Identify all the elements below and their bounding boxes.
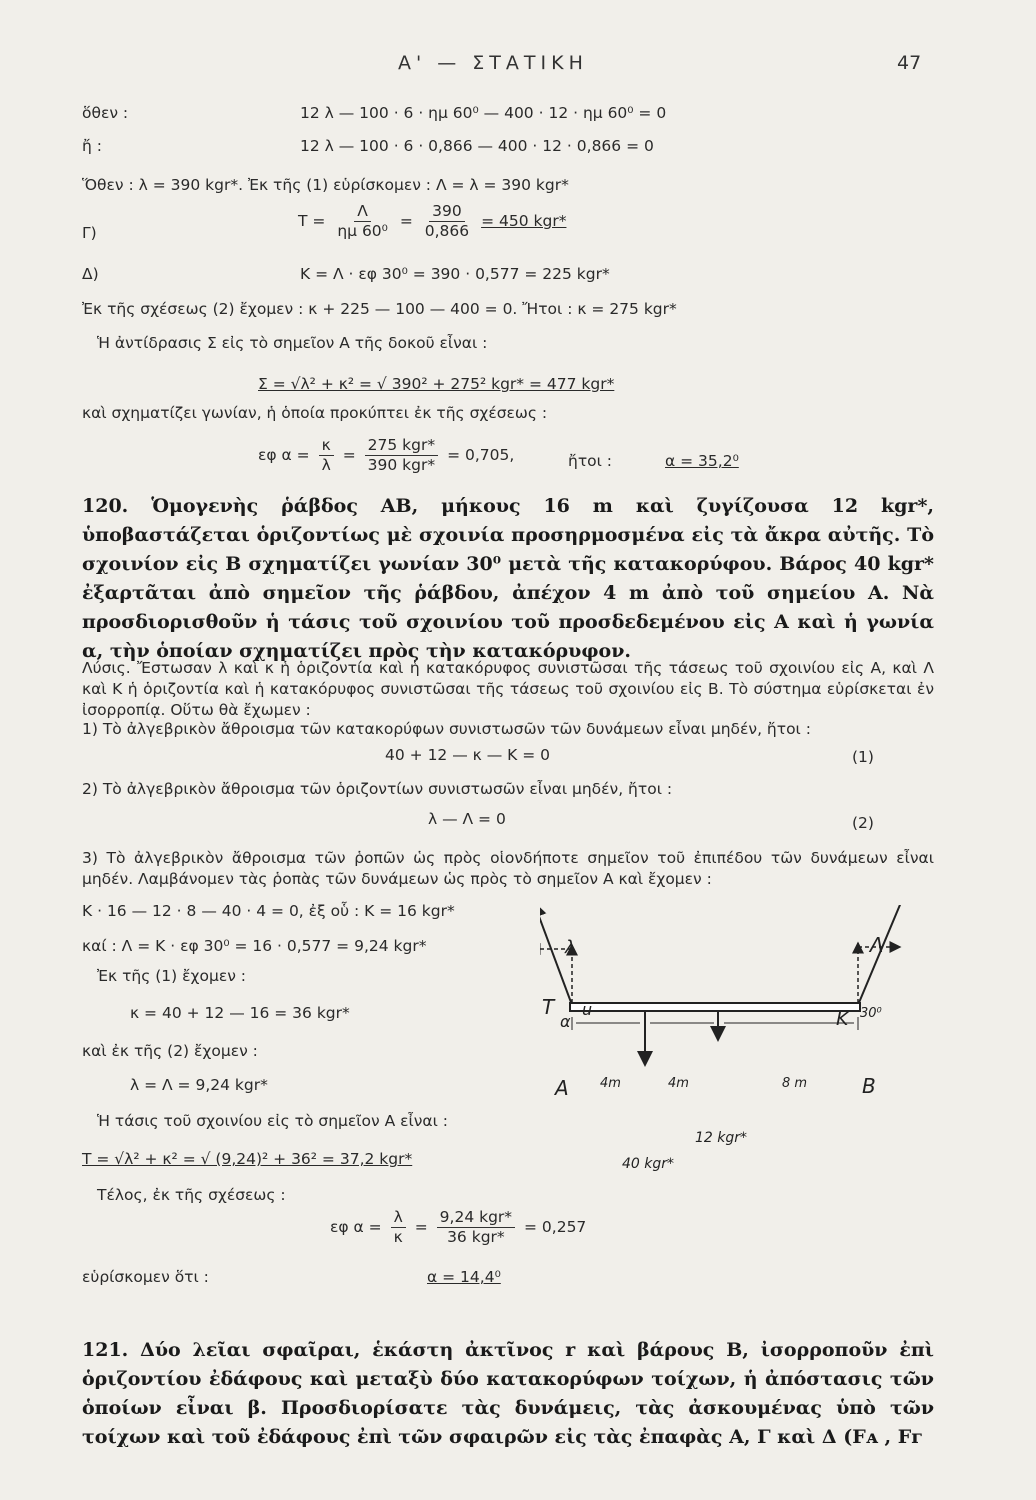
rod-ab xyxy=(570,1003,860,1011)
equation-lambda: λ = Λ = 9,24 kgr* xyxy=(130,1076,268,1094)
line-reaction-intro: Ἡ ἀντίδρασις Σ εἰς τὸ σημεῖον Α τῆς δοκοῦ εἶναι : xyxy=(97,334,488,352)
equation-sigma: Σ = √λ² + κ² = √ 390² + 275² kgr* = 477 kgr* xyxy=(258,375,615,393)
step-2: 2) Τὸ ἀλγεβρικὸν ἄθροισμα τῶν ὁριζοντίων συνιστωσῶν εἶναι μηδέν, ἤτοι : xyxy=(82,780,673,798)
fraction-lambda-sin60: $\frac{\Lambda}{\text{ημ 60⁰}}$ xyxy=(337,202,388,240)
diagram-dim-4m-first: 4m xyxy=(600,1076,621,1091)
diagram-dim-8m: 8 m xyxy=(782,1076,808,1091)
diagram-dim-4m-second: 4m xyxy=(668,1076,689,1091)
diagram-label-K: K xyxy=(836,1008,849,1030)
line-from-relation-2: Ἐκ τῆς σχέσεως (2) ἔχομεν : κ + 225 — 100 — 400 = 0. Ἤτοι : κ = 275 kgr* xyxy=(82,300,677,318)
diagram-label-A: A xyxy=(555,1076,569,1100)
diagram-label-u: u xyxy=(582,1000,593,1019)
equation-kappa: κ = 40 + 12 — 16 = 36 kgr* xyxy=(130,1004,350,1022)
line-finally: Τέλος, ἐκ τῆς σχέσεως : xyxy=(97,1186,286,1204)
step-3: 3) Τὸ ἀλγεβρικὸν ἄθροισμα τῶν ῥοπῶν ὡς πρὸς οἱονδήποτε σημεῖον τοῦ ἐπιπέδου τῶν δυνάμεων εἶναι μηδέν. Λαμβάνομεν τὰς ῥοπὰς τῶν δυνάμεων ὡς πρὸς τὸ σημεῖον Α καὶ ἔχομεν : xyxy=(82,849,934,888)
line-othen-label: ὅθεν : xyxy=(82,104,129,122)
page-number: 47 xyxy=(897,52,922,74)
diagram-label-lambda: λ xyxy=(565,937,576,958)
diagram-label-Lambda: Λ xyxy=(870,933,884,957)
line-we-find: εὑρίσκομεν ὅτι : xyxy=(82,1268,209,1286)
line-from-2: καὶ ἐκ τῆς (2) ἔχομεν : xyxy=(82,1042,258,1060)
equation-delta: K = Λ · εφ 30⁰ = 390 · 0,577 = 225 kgr* xyxy=(300,265,610,283)
diagram-label-T: T xyxy=(542,995,555,1019)
equation-number-2: (2) xyxy=(852,814,874,832)
equation-vertical: 40 + 12 — κ — K = 0 xyxy=(385,746,550,764)
diagram-label-30deg: 30⁰ xyxy=(860,1006,882,1021)
diagram-label-alpha: α xyxy=(560,1012,571,1031)
solution-intro: Λύσις. Ἔστωσαν λ καὶ κ ἡ ὁριζοντία καὶ ἡ κατακόρυφος συνιστῶσαι τῆς τάσεως τοῦ σχοινίου εἰς Α, καὶ Λ καὶ Κ ἡ ὁριζοντία καὶ ἡ κατακόρυφος συνιστῶσαι τῆς τάσεως τοῦ σχοινίου εἰς Β. Τὸ σύστημα εὑρίσκεται ἐν ἰσορροπίᾳ. Οὕτω θὰ ἔχωμεν : xyxy=(82,659,934,719)
equation-tan-alpha-1: εφ α = $\frac{\kappa}{\lambda}$ = $\frac{\text{275 kgr*}}{\text{390 kgr*}}$ = 0,705, xyxy=(258,436,515,474)
equation-tan-alpha-2: εφ α = $\frac{\lambda}{\kappa}$ = $\frac{\text{9,24 kgr*}}{\text{36 kgr*}}$ = 0,257 xyxy=(330,1208,587,1246)
label-gamma: Γ) xyxy=(82,224,97,242)
fraction-390-0866: $\frac{390}{0,866}$ xyxy=(424,202,470,240)
diagram-weight-40: 40 kgr* xyxy=(622,1156,675,1172)
line-angle-intro: καὶ σχηματίζει γωνίαν, ἡ ὁποία προκύπτει ἐκ τῆς σχέσεως : xyxy=(82,404,548,422)
equation-number-1: (1) xyxy=(852,748,874,766)
equation-gamma: T = $\frac{\Lambda}{\text{ημ 60⁰}}$ = $\frac{390}{0,866}$ = 450 kgr* xyxy=(298,202,567,240)
equation-horizontal: λ — Λ = 0 xyxy=(428,810,506,828)
equation-moments: K · 16 — 12 · 8 — 40 · 4 = 0, ἐξ οὗ : K = 16 kgr* xyxy=(82,902,455,920)
result-alpha-35: α = 35,2⁰ xyxy=(665,452,739,470)
equation-2: 12 λ — 100 · 6 · 0,866 — 400 · 12 · 0,866 = 0 xyxy=(300,137,654,155)
diagram-weight-12: 12 kgr* xyxy=(695,1130,748,1146)
step-1: 1) Τὸ ἀλγεβρικὸν ἄθροισμα τῶν κατακορύφων συνιστωσῶν τῶν δυνάμεων εἶναι μηδέν, ἤτοι : xyxy=(82,720,811,738)
line-othen-result: Ὅθεν : λ = 390 kgr*. Ἐκ τῆς (1) εὑρίσκομεν : Λ = λ = 390 kgr* xyxy=(82,176,569,194)
line-from-1: Ἐκ τῆς (1) ἔχομεν : xyxy=(97,967,247,985)
label-itoi: ἤτοι : xyxy=(568,452,613,470)
result-alpha-14: α = 14,4⁰ xyxy=(427,1268,501,1286)
problem-120-statement: 120. Ὁμογενὴς ῥάβδος ΑΒ, μήκους 16 m καὶ ζυγίζουσα 12 kgr*, ὑποβαστάζεται ὁριζοντίως μὲ σχοινία προσηρμοσμένα εἰς τὰ ἄκρα αὐτῆς. Τὸ σχοινίον εἰς Β σχηματίζει γωνίαν 30⁰ μετὰ τῆς κατακορύφου. Βάρος 40 kgr* ἐξαρτᾶται ἀπὸ σημεῖον τῆς ῥάβδου, ἀπέχον 4 m ἀπὸ τοῦ σημείου Α. Νὰ προσδιορισθοῦν ἡ τάσις τοῦ σχοινίου τοῦ προσδεδεμένου εἰς Α καὶ ἡ γωνία α, τὴν ὁποίαν σχηματίζει πρὸς τὴν κατακόρυφον. xyxy=(82,495,934,662)
equation-Lambda: καί : Λ = K · εφ 30⁰ = 16 · 0,577 = 9,24 kgr* xyxy=(82,937,427,955)
diagram-label-B: B xyxy=(862,1074,876,1098)
running-header: Α' — ΣΤΑΤΙΚΗ xyxy=(398,52,588,74)
equation-1: 12 λ — 100 · 6 · ημ 60⁰ — 400 · 12 · ημ 60⁰ = 0 xyxy=(300,104,667,122)
problem-121-statement: 121. Δύο λεῖαι σφαῖραι, ἑκάστη ἀκτῖνος r καὶ βάρους Β, ἰσορροποῦν ἐπὶ ὁριζοντίου ἐδάφους καὶ μεταξὺ δύο κατακορύφων τοίχων, ἡ ἀπόστασις τῶν ὁποίων εἶναι β. Προσδιορίσατε τὰς δυνάμεις, τὰς ἀσκουμένας ὑπὸ τῶν τοίχων καὶ τοῦ ἐδάφους ἐπὶ τῶν σφαιρῶν εἰς τὰς ἐπαφὰς Α, Γ καὶ Δ (Fᴀ , Fᴦ xyxy=(82,1339,934,1448)
line-i-label: ἤ : xyxy=(82,137,102,155)
equation-tension: T = √λ² + κ² = √ (9,24)² + 36² = 37,2 kgr* xyxy=(82,1150,413,1168)
line-tension-intro: Ἡ τάσις τοῦ σχοινίου εἰς τὸ σημεῖον Α εἶναι : xyxy=(97,1112,449,1130)
label-delta: Δ) xyxy=(82,265,99,283)
